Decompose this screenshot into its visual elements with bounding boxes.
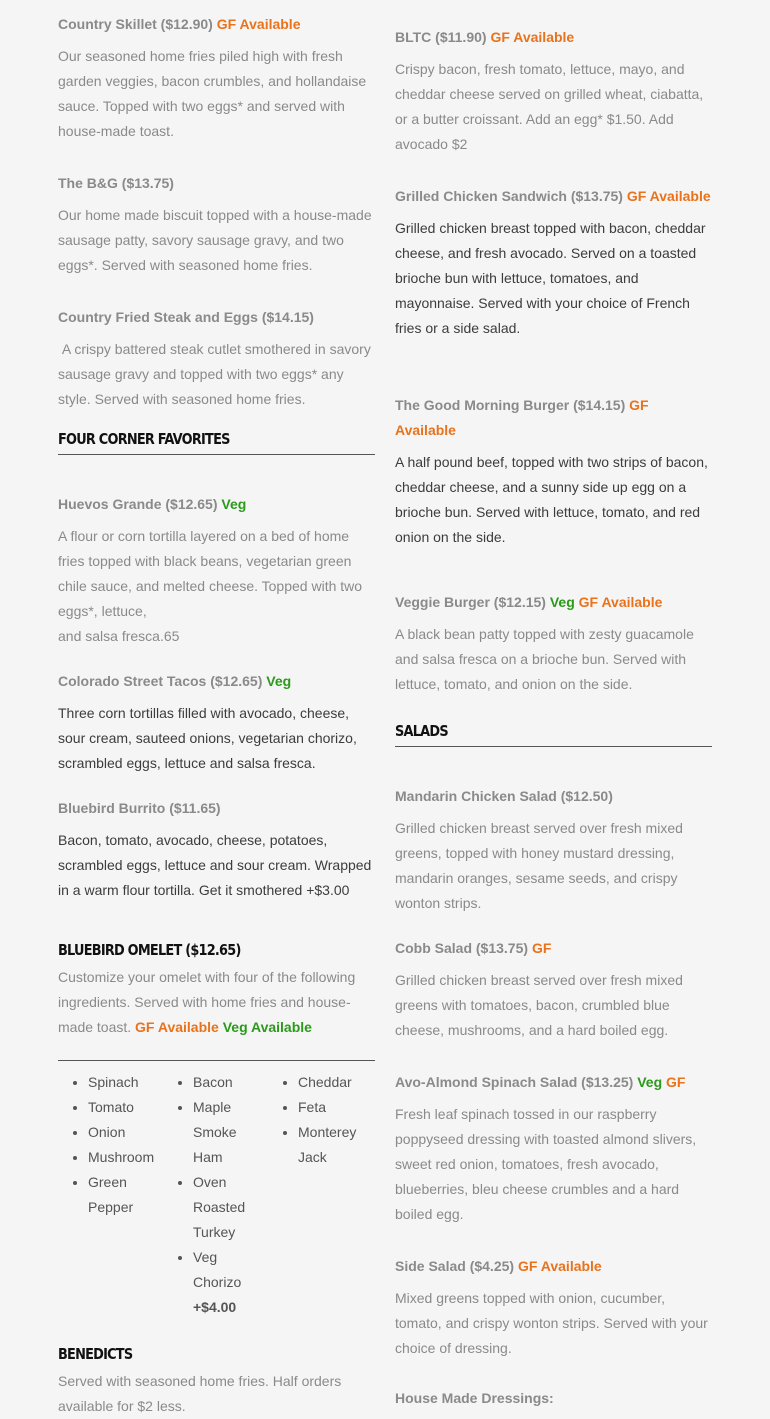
item-title: Country Fried Steak and Eggs ($14.15) — [58, 309, 314, 325]
item-description: Crispy bacon, fresh tomato, lettuce, mayo, and cheddar cheese served on grilled wheat, ciabatta, or a butter croissant. Add an egg* $1.50. Add avocado $2 — [395, 61, 704, 152]
item-title: Veggie Burger ($12.15) — [395, 594, 550, 610]
menu-item-bltc — [395, 25, 712, 157]
item-description: A half pound beef, topped with two strips of bacon, cheddar cheese, and a sunny side up egg on a brioche bun. Served with lettuce, tomato, and red onion on the side. — [395, 454, 708, 545]
section-divider — [58, 1060, 375, 1061]
gf-badge: GF Available — [517, 1258, 602, 1274]
item-description: Our home made biscuit topped with a house-made sausage patty, savory sausage gravy, and two eggs*. Served with seasoned home fries. — [58, 207, 372, 273]
ingredient-item: • Feta — [298, 1095, 375, 1120]
item-description: Grilled chicken breast served over fresh mixed greens, topped with honey mustard dressing, mandarin oranges, sesame seeds, and crispy wonton strips. — [395, 820, 683, 911]
item-title: The Good Morning Burger ($14.15) — [395, 397, 630, 413]
veg-badge: Veg — [549, 594, 575, 610]
ingredients-list-cheeses — [268, 1070, 375, 1170]
item-description: Three corn tortillas filled with avocado, cheese, sour cream, sauteed onions, vegetarian chorizo, scrambled eggs, lettuce and salsa fresca. — [58, 705, 357, 771]
item-title: Colorado Street Tacos ($12.65) — [58, 673, 263, 689]
section-heading-omelet: BLUEBIRD OMELET ($12.65) — [58, 941, 241, 959]
item-description: Grilled chicken breast served over fresh mixed greens with tomatoes, bacon, crumbled blue cheese, mushrooms, and a hard boiled egg. — [395, 972, 683, 1038]
menu-item-country-fried-steak — [58, 305, 375, 412]
gf-badge: GF — [531, 940, 552, 956]
item-description: Served with seasoned home fries. Half orders available for $2 less. — [58, 1373, 342, 1414]
item-description-line: A flour or corn tortilla layered on a bed of home fries topped with black beans, vegetarian green chile sauce, and melted cheese. Topped with two eggs*, lettuce, — [58, 528, 363, 619]
item-title: Huevos Grande ($12.65) — [58, 496, 218, 512]
item-title: Mandarin Chicken Salad ($12.50) — [395, 788, 613, 804]
gf-badge: GF Available — [626, 188, 711, 204]
item-description-line: and salsa fresca.65 — [58, 628, 180, 644]
item-title: Grilled Chicken Sandwich ($13.75) — [395, 188, 627, 204]
ingredients-list-veggies — [58, 1070, 163, 1220]
veg-badge: Veg — [637, 1074, 663, 1090]
section-divider — [395, 746, 712, 747]
menu-item-avo-almond-salad — [395, 1070, 712, 1227]
item-description: Bacon, tomato, avocado, cheese, potatoes, scrambled eggs, lettuce and sour cream. Wrapped in a warm flour tortilla. Get it smothered +$3.00 — [58, 832, 372, 898]
item-description: A crispy battered steak cutlet smothered in savory sausage gravy and topped with two eggs* any style. Served with seasoned home fries. — [58, 341, 375, 407]
menu-item-cobb-salad — [395, 936, 712, 1043]
section-heading-four-corner: FOUR CORNER FAVORITES — [58, 430, 230, 448]
item-description: Fresh leaf spinach tossed in our raspberry poppyseed dressing with toasted almond slivers, sweet red onion, tomatoes, fresh avocado, blueberries, bleu cheese crumbles and a hard boiled egg. — [395, 1106, 697, 1222]
item-description — [58, 524, 375, 649]
item-title: Avo-Almond Spinach Salad ($13.25) — [395, 1074, 634, 1090]
ingredient-item: • Bacon — [193, 1070, 268, 1095]
veg-badge: Veg — [221, 496, 247, 512]
ingredient-item: • Green Pepper — [88, 1170, 163, 1220]
ingredient-surcharge: +$4.00 — [193, 1299, 237, 1315]
menu-item-veggie-burger — [395, 590, 712, 697]
item-title: Cobb Salad ($13.75) — [395, 940, 532, 956]
section-heading-benedicts: BENEDICTS — [58, 1345, 133, 1363]
gf-badge: GF Available — [135, 1019, 219, 1035]
gf-badge: GF Available — [578, 594, 663, 610]
menu-item-mandarin-salad — [395, 784, 712, 916]
menu-item-side-salad — [395, 1254, 712, 1361]
menu-item-country-skillet — [58, 12, 375, 144]
ingredient-item: • Monterey Jack — [298, 1120, 375, 1170]
ingredient-item: • Cheddar — [298, 1070, 375, 1095]
item-title: Side Salad ($4.25) — [395, 1258, 518, 1274]
ingredient-item: • Oven Roasted Turkey — [193, 1170, 268, 1245]
ingredient-item: • Mushroom — [88, 1145, 163, 1170]
item-title: Bluebird Burrito ($11.65) — [58, 800, 221, 816]
menu-item-dressings — [395, 1386, 712, 1411]
gf-badge: GF Available — [216, 16, 301, 32]
gf-badge: GF Available — [490, 29, 575, 45]
ingredient-item: • Tomato — [88, 1095, 163, 1120]
item-title: House Made Dressings: — [395, 1390, 554, 1406]
item-title: Country Skillet ($12.90) — [58, 16, 213, 32]
gf-badge: GF Available — [395, 397, 649, 438]
menu-item-street-tacos — [58, 669, 375, 776]
ingredient-item: • Onion — [88, 1120, 163, 1145]
item-description: Our seasoned home fries piled high with fresh garden veggies, bacon crumbles, and hollandaise sauce. Topped with two eggs* and served with house-made toast. — [58, 48, 367, 139]
menu-item-huevos-grande — [58, 492, 375, 649]
menu-item-b-and-g — [58, 171, 375, 278]
menu-item-good-morning-burger — [395, 393, 712, 550]
item-description: Customize your omelet with four of the following ingredients. Served with home fries and house-made toast. — [58, 969, 356, 1035]
benedicts-description — [58, 1369, 375, 1419]
item-description: Grilled chicken breast topped with bacon, cheddar cheese, and fresh avocado. Served on a toasted brioche bun with lettuce, tomatoes, and mayonnaise. Served with your choice of French fries or a side salad. — [395, 220, 706, 336]
ingredient-item: • Spinach — [88, 1070, 163, 1095]
menu-item-grilled-chicken-sandwich — [395, 184, 712, 341]
veg-badge: Veg Available — [222, 1019, 312, 1035]
item-description: Mixed greens topped with onion, cucumber, tomato, and crispy wonton strips. Served with your choice of dressing. — [395, 1290, 708, 1356]
gf-badge: GF — [666, 1074, 686, 1090]
omelet-description — [58, 965, 375, 1040]
veg-badge: Veg — [266, 673, 292, 689]
item-description: A black bean patty topped with zesty guacamole and salsa fresca on a brioche bun. Served with lettuce, tomato, and onion on the side. — [395, 626, 694, 692]
ingredient-item: • Veg Chorizo — [193, 1245, 268, 1295]
item-title: BLTC ($11.90) — [395, 29, 491, 45]
section-heading-salads: SALADS — [395, 722, 448, 740]
item-title: The B&G ($13.75) — [58, 175, 174, 191]
ingredients-list-meats — [163, 1070, 268, 1320]
section-divider — [58, 454, 375, 455]
ingredient-item: • Maple Smoke Ham — [193, 1095, 268, 1170]
menu-item-bluebird-burrito — [58, 796, 375, 903]
